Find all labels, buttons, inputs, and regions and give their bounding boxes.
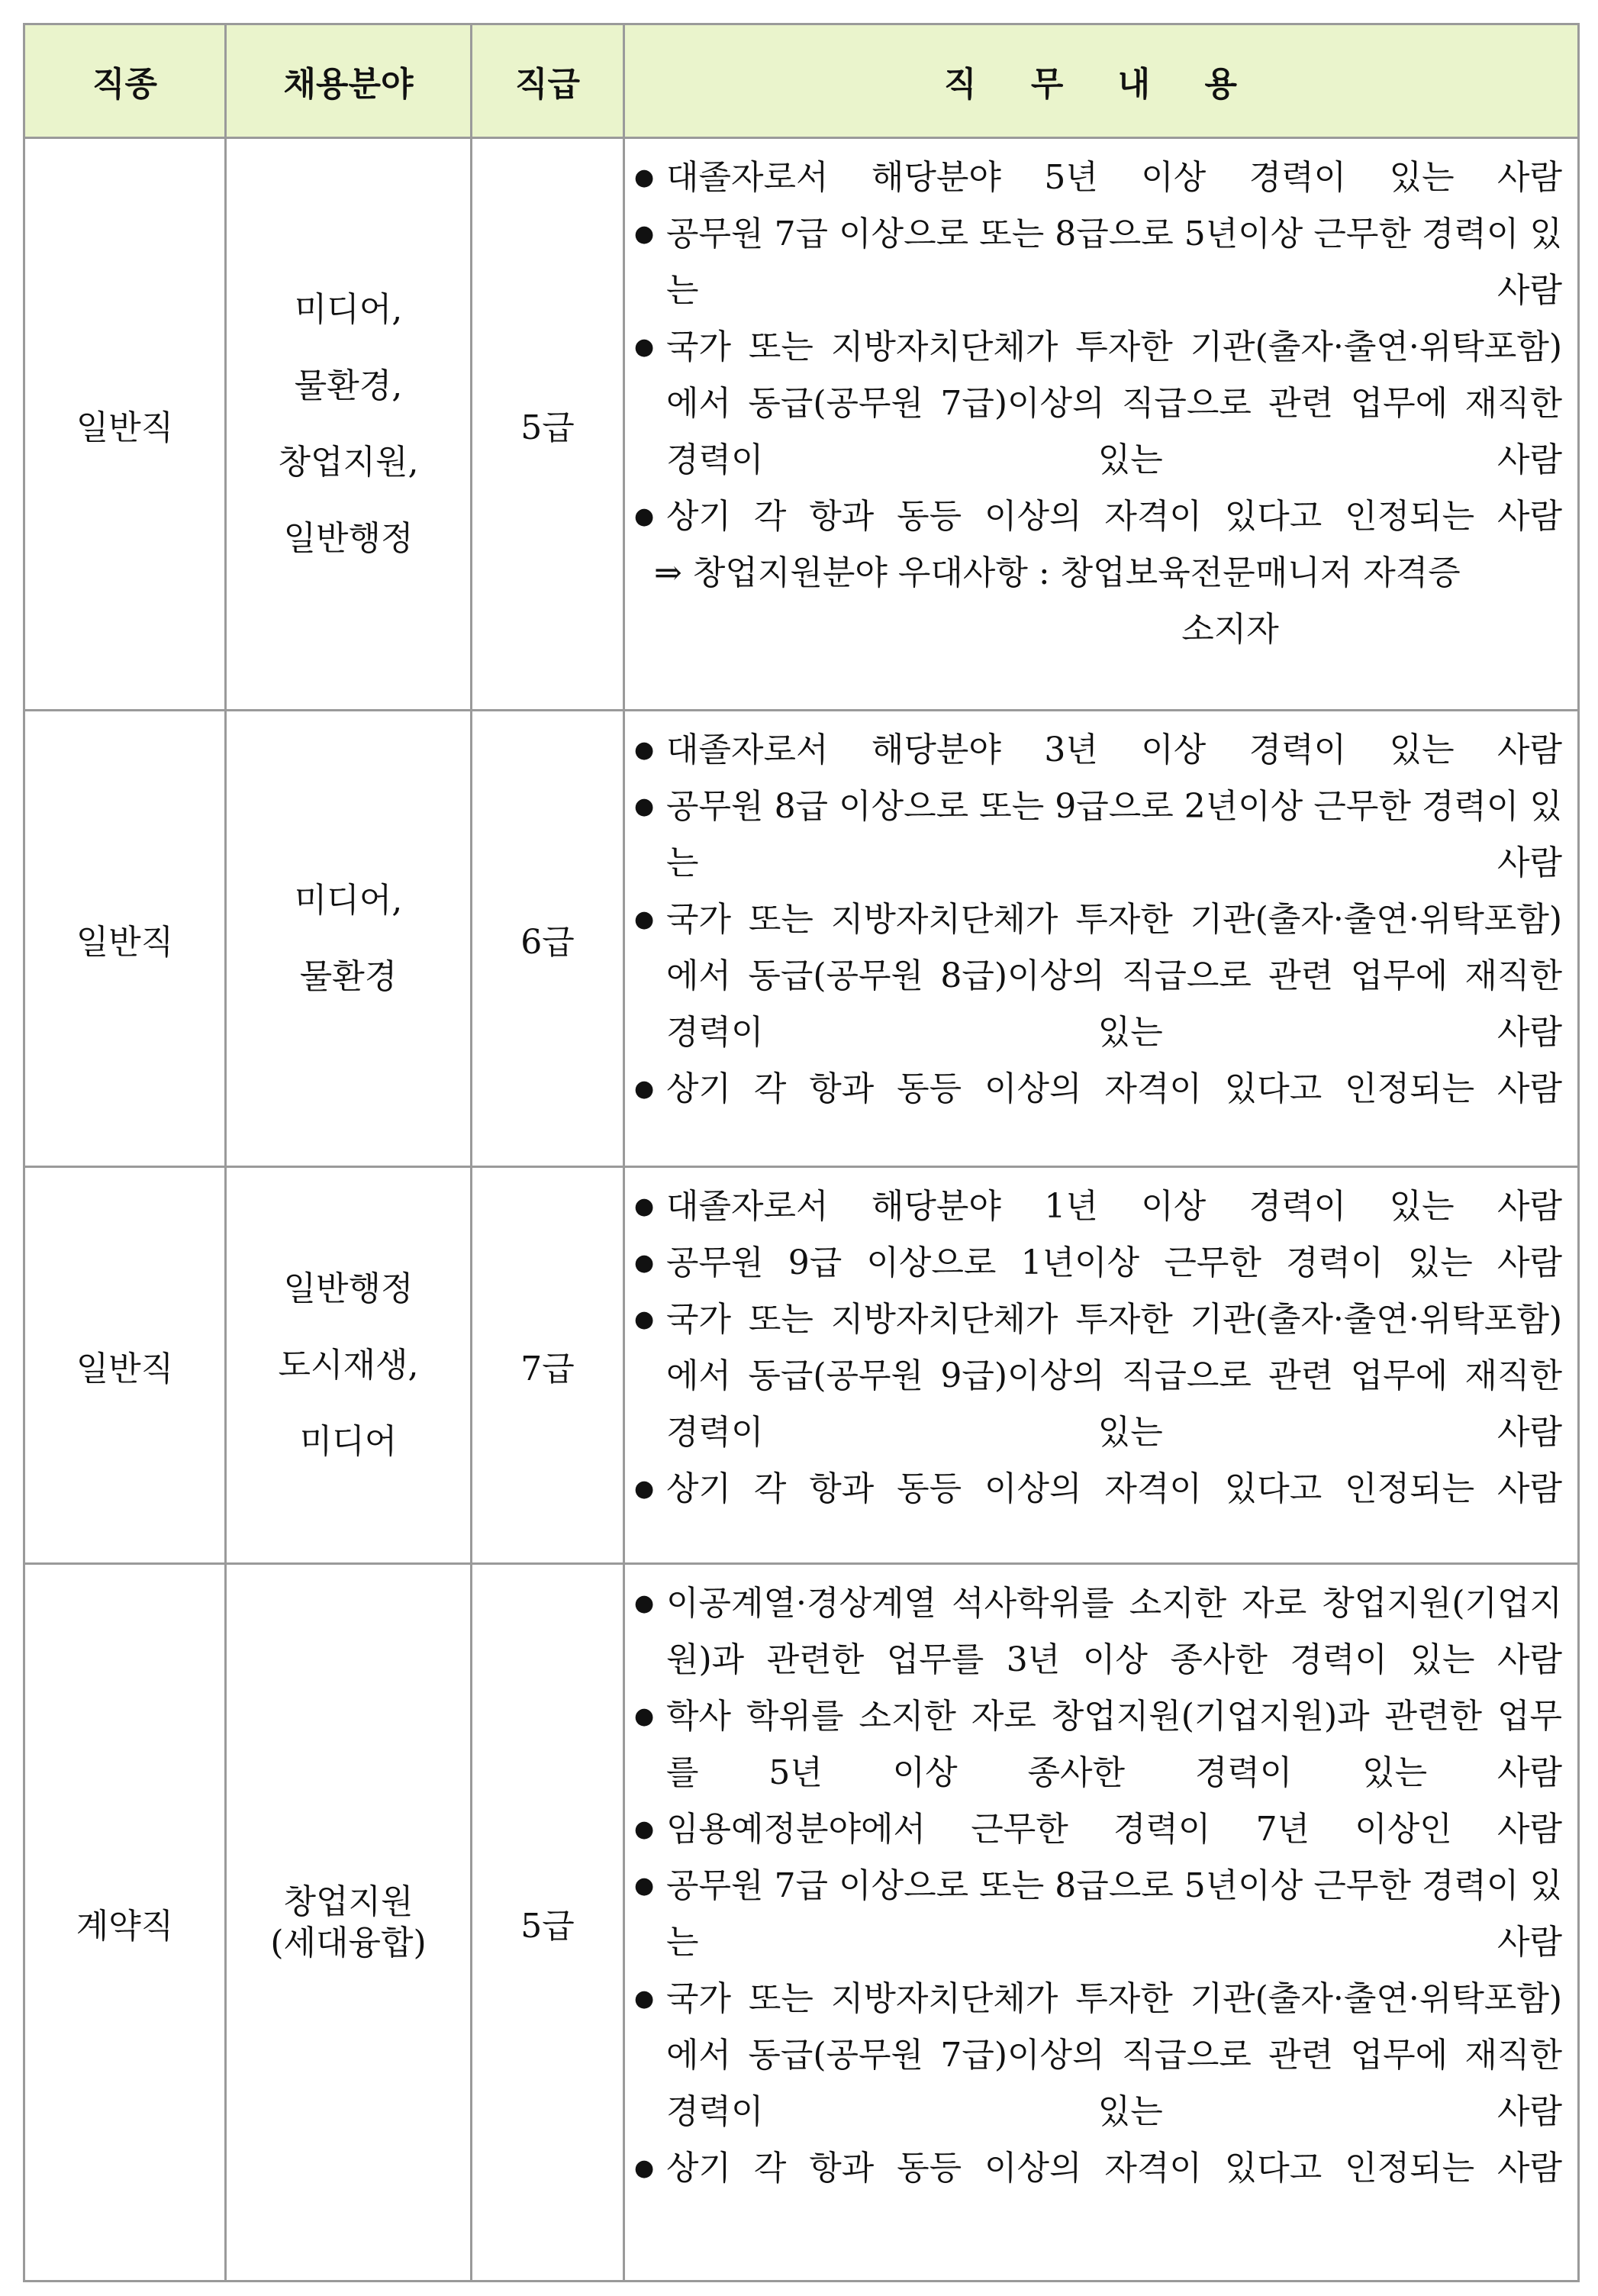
duty-text: 국가 또는 지방자치단체가 투자한 기관(출자·출연·위탁포함)에서 동급(공무원 8급)이상의 직급으로 관련 업무에 재직한 경력이 있는 사람: [666, 900, 1562, 1052]
duty-item: [631, 1971, 1562, 2140]
bullet-icon: ●: [634, 1075, 655, 1102]
table-row: [24, 1167, 1579, 1564]
field-line: 미디어,: [294, 289, 403, 329]
duty-text: 상기 각 항과 동등 이상의 자격이 있다고 인정되는 사람: [666, 497, 1562, 536]
duty-item: [631, 1461, 1562, 1517]
field-line: 일반행정: [283, 1269, 414, 1308]
header-duties: 직 무 내 용: [624, 24, 1579, 138]
bullet-icon: ●: [634, 1703, 655, 1730]
header-grade: 직급: [472, 24, 624, 138]
duty-text: 공무원 9급 이상으로 1년이상 근무한 경력이 있는 사람: [666, 1243, 1562, 1282]
field-line: 물환경,: [294, 366, 403, 405]
duty-item: [631, 1235, 1562, 1292]
duty-item: [631, 779, 1562, 892]
field-line: 창업지원,: [278, 442, 419, 482]
field-cell: [226, 711, 472, 1167]
duty-item: [631, 1688, 1562, 1801]
table-row: [24, 711, 1579, 1167]
bullet-icon: ●: [634, 1475, 655, 1502]
preference-note-tail: 소지자: [1181, 610, 1279, 649]
bullet-icon: ●: [634, 906, 655, 933]
duty-text: 공무원 7급 이상으로 또는 8급으로 5년이상 근무한 경력이 있는 사람: [666, 214, 1562, 310]
table-body: [24, 138, 1579, 2281]
duty-item: [631, 1061, 1562, 1117]
bullet-icon: ●: [634, 737, 655, 763]
duty-item: [631, 489, 1562, 545]
field-line: 미디어,: [294, 880, 403, 920]
grade-cell: 7급: [472, 1167, 624, 1564]
duty-item: [631, 1292, 1562, 1461]
bullet-icon: ●: [634, 1193, 655, 1220]
duty-text: 공무원 8급 이상으로 또는 9급으로 2년이상 근무한 경력이 있는 사람: [666, 787, 1562, 882]
bullet-icon: ●: [634, 1816, 655, 1843]
field-line: (세대융합): [270, 1923, 427, 1962]
grade-cell: 5급: [472, 1564, 624, 2281]
duty-text: 상기 각 항과 동등 이상의 자격이 있다고 인정되는 사람: [666, 2149, 1562, 2188]
duty-text: 공무원 7급 이상으로 또는 8급으로 5년이상 근무한 경력이 있는 사람: [666, 1866, 1562, 1962]
preference-note: [631, 545, 1562, 658]
field-line: 도시재생,: [278, 1345, 419, 1385]
job-type-cell: 일반직: [24, 138, 226, 711]
duties-list: [631, 1575, 1562, 2197]
duties-cell: [624, 711, 1579, 1167]
header-field: 채용분야: [226, 24, 472, 138]
bullet-icon: ●: [634, 1590, 655, 1617]
table-row: [24, 138, 1579, 711]
duties-list: [631, 150, 1562, 545]
grade-cell: 6급: [472, 711, 624, 1167]
duties-cell: [624, 138, 1579, 711]
duty-text: 국가 또는 지방자치단체가 투자한 기관(출자·출연·위탁포함)에서 동급(공무원 7급)이상의 직급으로 관련 업무에 재직한 경력이 있는 사람: [666, 327, 1562, 479]
job-type-cell: 일반직: [24, 711, 226, 1167]
duty-item: [631, 1575, 1562, 1688]
job-type-cell: 계약직: [24, 1564, 226, 2281]
field-cell: [226, 1564, 472, 2281]
duty-text: 국가 또는 지방자치단체가 투자한 기관(출자·출연·위탁포함)에서 동급(공무원 7급)이상의 직급으로 관련 업무에 재직한 경력이 있는 사람: [666, 1979, 1562, 2131]
duty-text: 학사 학위를 소지한 자로 창업지원(기업지원)과 관련한 업무를 5년 이상 종사한 경력이 있는 사람: [666, 1697, 1562, 1792]
bullet-icon: ●: [634, 793, 655, 820]
duty-text: 임용예정분야에서 근무한 경력이 7년 이상인 사람: [666, 1810, 1562, 1849]
duty-text: 대졸자로서 해당분야 3년 이상 경력이 있는 사람: [666, 730, 1562, 769]
bullet-icon: ●: [634, 164, 655, 191]
preference-note-text: ⇒ 창업지원분야 우대사항 : 창업보육전문매니저 자격증: [654, 553, 1461, 592]
field-cell: [226, 1167, 472, 1564]
duty-text: 상기 각 항과 동등 이상의 자격이 있다고 인정되는 사람: [666, 1069, 1562, 1108]
field-cell: [226, 138, 472, 711]
duty-text: 대졸자로서 해당분야 1년 이상 경력이 있는 사람: [666, 1187, 1562, 1226]
bullet-icon: ●: [634, 1250, 655, 1276]
duty-text: 상기 각 항과 동등 이상의 자격이 있다고 인정되는 사람: [666, 1469, 1562, 1508]
duty-item: [631, 1179, 1562, 1235]
duty-item: [631, 1858, 1562, 1971]
duty-item: [631, 892, 1562, 1061]
duties-list: [631, 1179, 1562, 1517]
duty-item: [631, 150, 1562, 206]
bullet-icon: ●: [634, 334, 655, 360]
bullet-icon: ●: [634, 1306, 655, 1333]
duty-text: 국가 또는 지방자치단체가 투자한 기관(출자·출연·위탁포함)에서 동급(공무원 9급)이상의 직급으로 관련 업무에 재직한 경력이 있는 사람: [666, 1300, 1562, 1452]
table-header: [24, 24, 1579, 138]
duty-text: 이공계열·경상계열 석사학위를 소지한 자로 창업지원(기업지원)과 관련한 업무를 3년 이상 종사한 경력이 있는 사람: [666, 1584, 1562, 1679]
field-line: 일반행정: [283, 518, 414, 558]
duties-list: [631, 722, 1562, 1117]
bullet-icon: ●: [634, 503, 655, 530]
field-line: 물환경: [299, 956, 398, 996]
duties-cell: [624, 1564, 1579, 2281]
duty-text: 대졸자로서 해당분야 5년 이상 경력이 있는 사람: [666, 158, 1562, 197]
field-line: 미디어: [299, 1421, 398, 1461]
duty-item: [631, 1801, 1562, 1858]
duties-cell: [624, 1167, 1579, 1564]
field-line: 창업지원: [283, 1882, 414, 1921]
header-job-type: 직종: [24, 24, 226, 138]
bullet-icon: ●: [634, 2155, 655, 2182]
header-row: [24, 24, 1579, 138]
bullet-icon: ●: [634, 1872, 655, 1899]
recruitment-table: [23, 23, 1580, 2282]
job-type-cell: 일반직: [24, 1167, 226, 1564]
table-row: [24, 1564, 1579, 2281]
duty-item: [631, 722, 1562, 779]
duty-item: [631, 319, 1562, 489]
duty-item: [631, 2140, 1562, 2197]
bullet-icon: ●: [634, 1985, 655, 2012]
duty-item: [631, 206, 1562, 319]
grade-cell: 5급: [472, 138, 624, 711]
bullet-icon: ●: [634, 221, 655, 247]
